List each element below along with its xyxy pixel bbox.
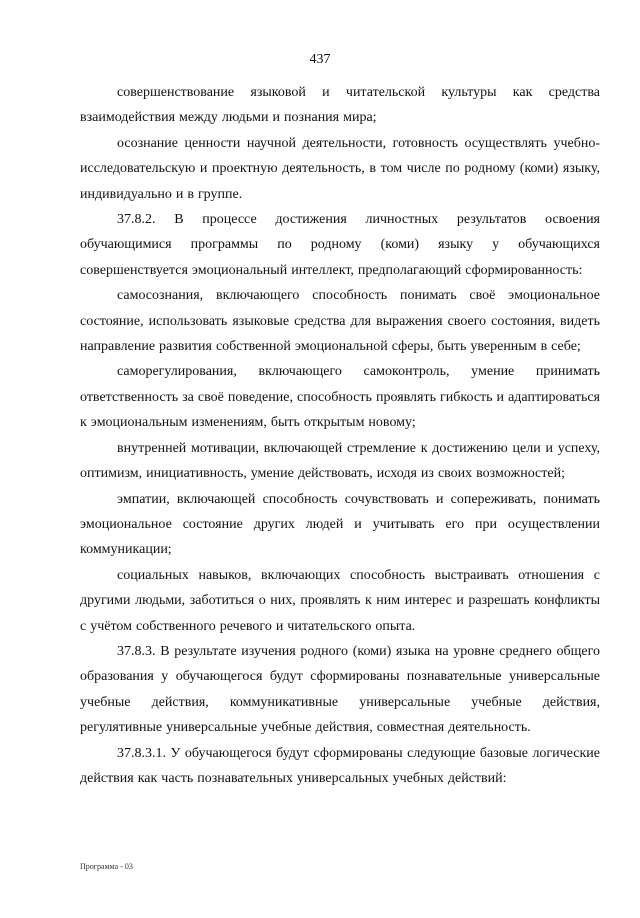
paragraph: саморегулирования, включающего самоконтроль, умение принимать ответственность за своё поведение, способность проявлять гибкость и адаптироваться к эмоциональным изменениям, быть открытым новому;	[80, 364, 600, 431]
page-footer: Программа - 03	[80, 862, 133, 871]
paragraph: эмпатии, включающей способность сочувствовать и сопереживать, понимать эмоциональное состояние других людей и учитывать его при осуществлении коммуникации;	[80, 491, 600, 558]
page-number: 437	[309, 52, 331, 67]
paragraph: социальных навыков, включающих способность выстраивать отношения с другими людьми, заботиться о них, проявлять к ним интерес и разрешать конфликты с учётом собственного речевого и читательского опыта.	[80, 567, 600, 634]
paragraph: 37.8.2. В процессе достижения личностных результатов освоения обучающимися программы по родному (коми) языку у обучающихся совершенствуется эмоциональный интеллект, предполагающий сформированность:	[80, 212, 600, 278]
paragraph: 37.8.3. В результате изучения родного (коми) языка на уровне среднего общего образования у обучающегося будут сформированы познавательные универсальные учебные действия, коммуникативные универсальные учебные действия, регулятивные универсальные учебные действия, совместная деятельность.	[80, 643, 600, 736]
paragraph: внутренней мотивации, включающей стремление к достижению цели и успеху, оптимизм, инициативность, умение действовать, исходя из своих возможностей;	[80, 440, 600, 482]
paragraph: 37.8.3.1. У обучающегося будут сформированы следующие базовые логические действия как часть познавательных универсальных учебных действий:	[80, 745, 600, 786]
paragraph: самосознания, включающего способность понимать своё эмоциональное состояние, использовать языковые средства для выражения своего состояния, видеть направление развития собственной эмоциональной сферы, быть уверенным в себе;	[80, 288, 600, 355]
document-body	[80, 80, 600, 791]
paragraph: осознание ценности научной деятельности, готовность осуществлять учебно-исследовательскую и проектную деятельность, в том числе по родному (коми) языку, индивидуально и в группе.	[80, 135, 600, 202]
paragraph: совершенствование языковой и читательской культуры как средства взаимодействия между людьми и познания мира;	[80, 85, 600, 126]
